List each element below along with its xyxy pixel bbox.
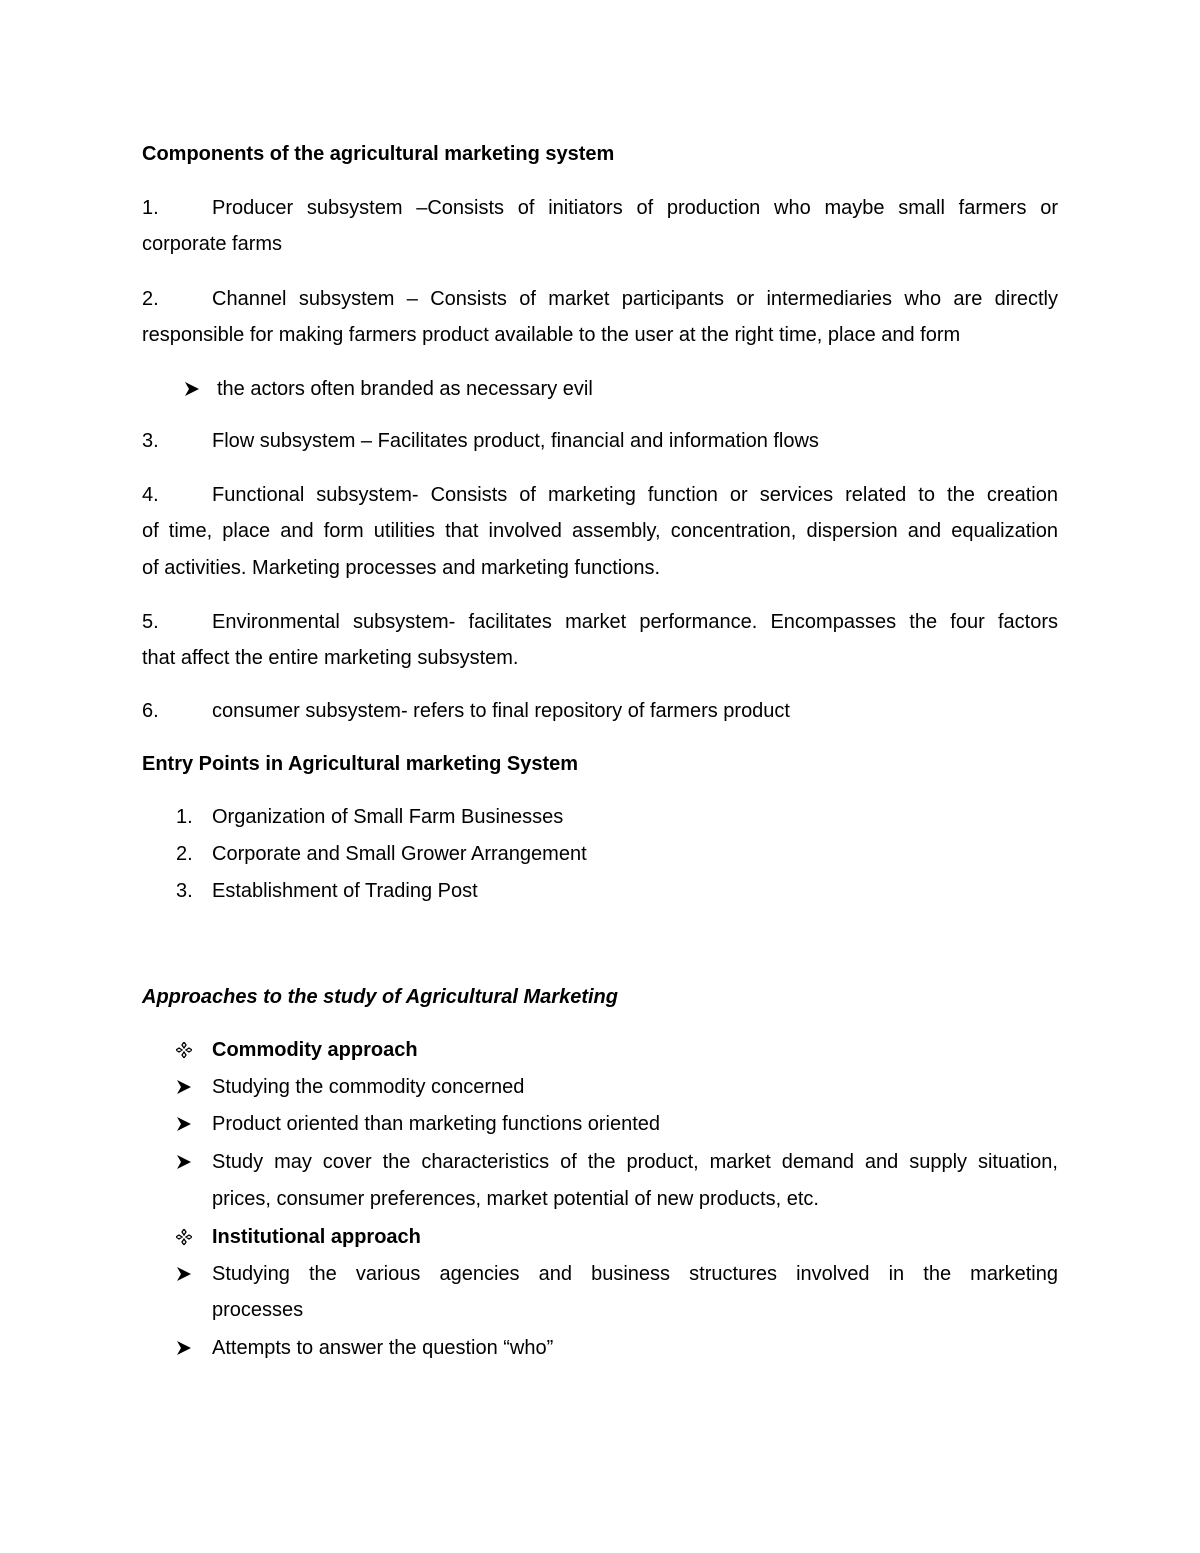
list-item-text: Studying the commodity concerned <box>212 1076 525 1098</box>
list-item-text: prices, consumer preferences, market potential of new products, etc. <box>212 1188 819 1210</box>
list-number: 4. <box>142 484 159 506</box>
list-item-text: that affect the entire marketing subsystem. <box>142 647 519 669</box>
arrowhead-bullet-icon <box>184 381 200 397</box>
list-number: 3. <box>176 880 193 902</box>
arrowhead-bullet-icon <box>176 1079 192 1095</box>
arrowhead-bullet-icon <box>176 1116 192 1132</box>
section-heading-components: Components of the agricultural marketing system <box>142 143 615 165</box>
list-number: 1. <box>142 197 159 219</box>
list-number: 6. <box>142 700 159 722</box>
arrowhead-bullet-icon <box>176 1154 192 1170</box>
list-item-text: processes <box>212 1299 304 1321</box>
list-item-text: corporate farms <box>142 233 283 255</box>
list-number: 1. <box>176 806 193 828</box>
list-item-text: the actors often branded as necessary evil <box>217 378 593 400</box>
list-item-text: Studying the various agencies and business structures involved in the marketing <box>212 1263 1058 1285</box>
list-item-text: Study may cover the characteristics of the product, market demand and supply situation, <box>212 1151 1058 1173</box>
list-item-text: Establishment of Trading Post <box>212 880 478 902</box>
list-item-text: Channel subsystem – Consists of market participants or intermediaries who are directly <box>212 288 1058 310</box>
list-item-text: Producer subsystem –Consists of initiators of production who maybe small farmers or <box>212 197 1058 219</box>
list-number: 3. <box>142 430 159 452</box>
list-item-text: Product oriented than marketing functions oriented <box>212 1113 661 1135</box>
list-number: 2. <box>142 288 159 310</box>
section-heading-entry-points: Entry Points in Agricultural marketing System <box>142 753 579 775</box>
section-heading-approaches: Approaches to the study of Agricultural Marketing <box>142 986 618 1008</box>
list-item-text: of time, place and form utilities that involved assembly, concentration, dispersion and equalization <box>142 520 1058 542</box>
list-item-text: Corporate and Small Grower Arrangement <box>212 843 587 865</box>
list-item-text: Functional subsystem- Consists of marketing function or services related to the creation <box>212 484 1058 506</box>
list-number: 2. <box>176 843 193 865</box>
list-item-text: Attempts to answer the question “who” <box>212 1337 554 1359</box>
list-item-text: Environmental subsystem- facilitates market performance. Encompasses the four factors <box>212 611 1058 633</box>
list-item-text: consumer subsystem- refers to final repository of farmers product <box>212 700 790 722</box>
list-number: 5. <box>142 611 159 633</box>
approach-title: Commodity approach <box>212 1039 418 1061</box>
list-item-text: Flow subsystem – Facilitates product, financial and information flows <box>212 430 819 452</box>
arrowhead-bullet-icon <box>176 1266 192 1282</box>
four-diamond-bullet-icon <box>176 1042 192 1058</box>
list-item-text: of activities. Marketing processes and marketing functions. <box>142 557 661 579</box>
arrowhead-bullet-icon <box>176 1340 192 1356</box>
list-item-text: responsible for making farmers product available to the user at the right time, place and form <box>142 324 961 346</box>
four-diamond-bullet-icon <box>176 1229 192 1245</box>
approach-title: Institutional approach <box>212 1226 421 1248</box>
list-item-text: Organization of Small Farm Businesses <box>212 806 564 828</box>
